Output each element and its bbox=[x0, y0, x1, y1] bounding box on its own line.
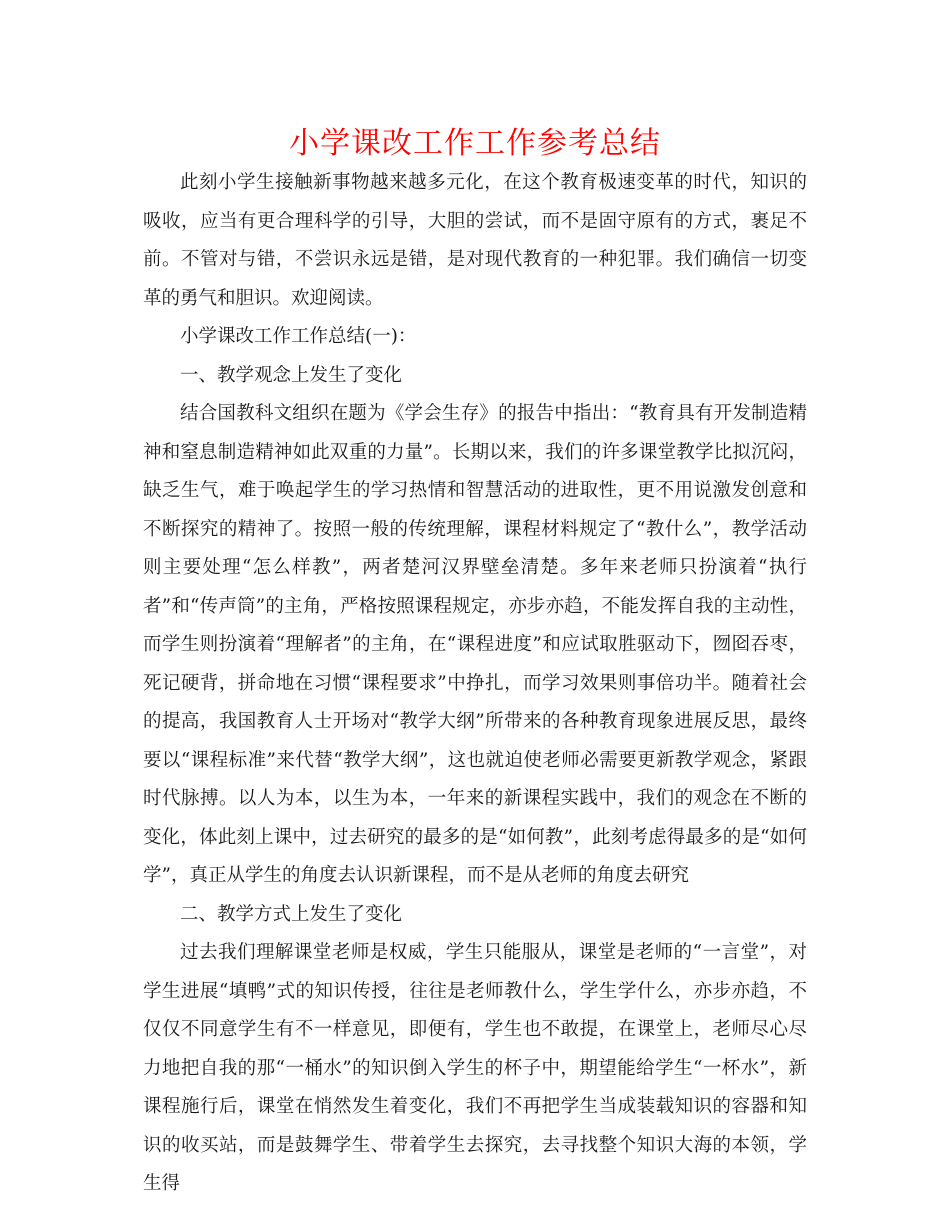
body-paragraph: 结合国教科文组织在题为《学会生存》的报告中指出：“教育具有开发制造精神和窒息制造精神如此双重的力量”。长期以来，我们的许多课堂教学比拟沉闷，缺乏生气，难于唤起学生的学习热情和智慧活动的进取性，更不用说激发创意和不断探究的精神了。按照一般的传统理解，课程材料规定了“教什么”，教学活动则主要处理“怎么样教”，两者楚河汉界壁垒清楚。多年来老师只扮演着“执行者”和“传声筒”的主角，严格按照课程规定，亦步亦趋，不能发挥自我的主动性，而学生则扮演着“理解者”的主角，在“课程进度”和应试取胜驱动下，囫囵吞枣，死记硬背，拼命地在习惯“课程要求”中挣扎，而学习效果则事倍功半。随着社会的提高，我国教育人士开场对“教学大纲”所带来的各种教育现象进展反思，最终要以“课程标准”来代替“教学大纲”，这也就迫使老师必需要更新教学观念，紧跟时代脉搏。以人为本，以生为本，一年来的新课程实践中，我们的观念在不断的变化，体此刻上课中，过去研究的最多的是“如何教”，此刻考虑得最多的是“如何学”，真正从学生的角度去认识新课程，而不是从老师的角度去研究 bbox=[143, 403, 807, 886]
subheading-two: 二、教学方式上发生了变化 bbox=[180, 903, 403, 925]
section-heading: 小学课改工作工作总结(一)： bbox=[180, 326, 417, 347]
subheading-one: 一、教学观念上发生了变化 bbox=[180, 364, 403, 386]
document-title: 小学课改工作工作参考总结 bbox=[289, 126, 661, 161]
body-paragraph: 过去我们理解课堂老师是权威，学生只能服从，课堂是老师的“一言堂”，对学生进展“填鸭”式的知识传授，往往是老师教什么，学生学什么，亦步亦趋，不仅仅不同意学生有不一样意见，即便有，学生也不敢提，在课堂上，老师尽心尽力地把自我的那“一桶水”的知识倒入学生的杯子中，期望能给学生“一杯水”，新课程施行后，课堂在悄然发生着变化，我们不再把学生当成装载知识的容器和知识的收买站，而是鼓舞学生、带着学生去探究，去寻找整个知识大海的本领，学生得 bbox=[143, 942, 807, 1194]
intro-paragraph: 此刻小学生接触新事物越来越多元化，在这个教育极速变革的时代，知识的吸收，应当有更合理科学的引导，大胆的尝试，而不是固守原有的方式，裹足不前。不管对与错，不尝识永远是错，是对现代教育的一种犯罪。我们确信一切变革的勇气和胆识。欢迎阅读。 bbox=[143, 172, 807, 309]
document-body bbox=[143, 164, 807, 1204]
